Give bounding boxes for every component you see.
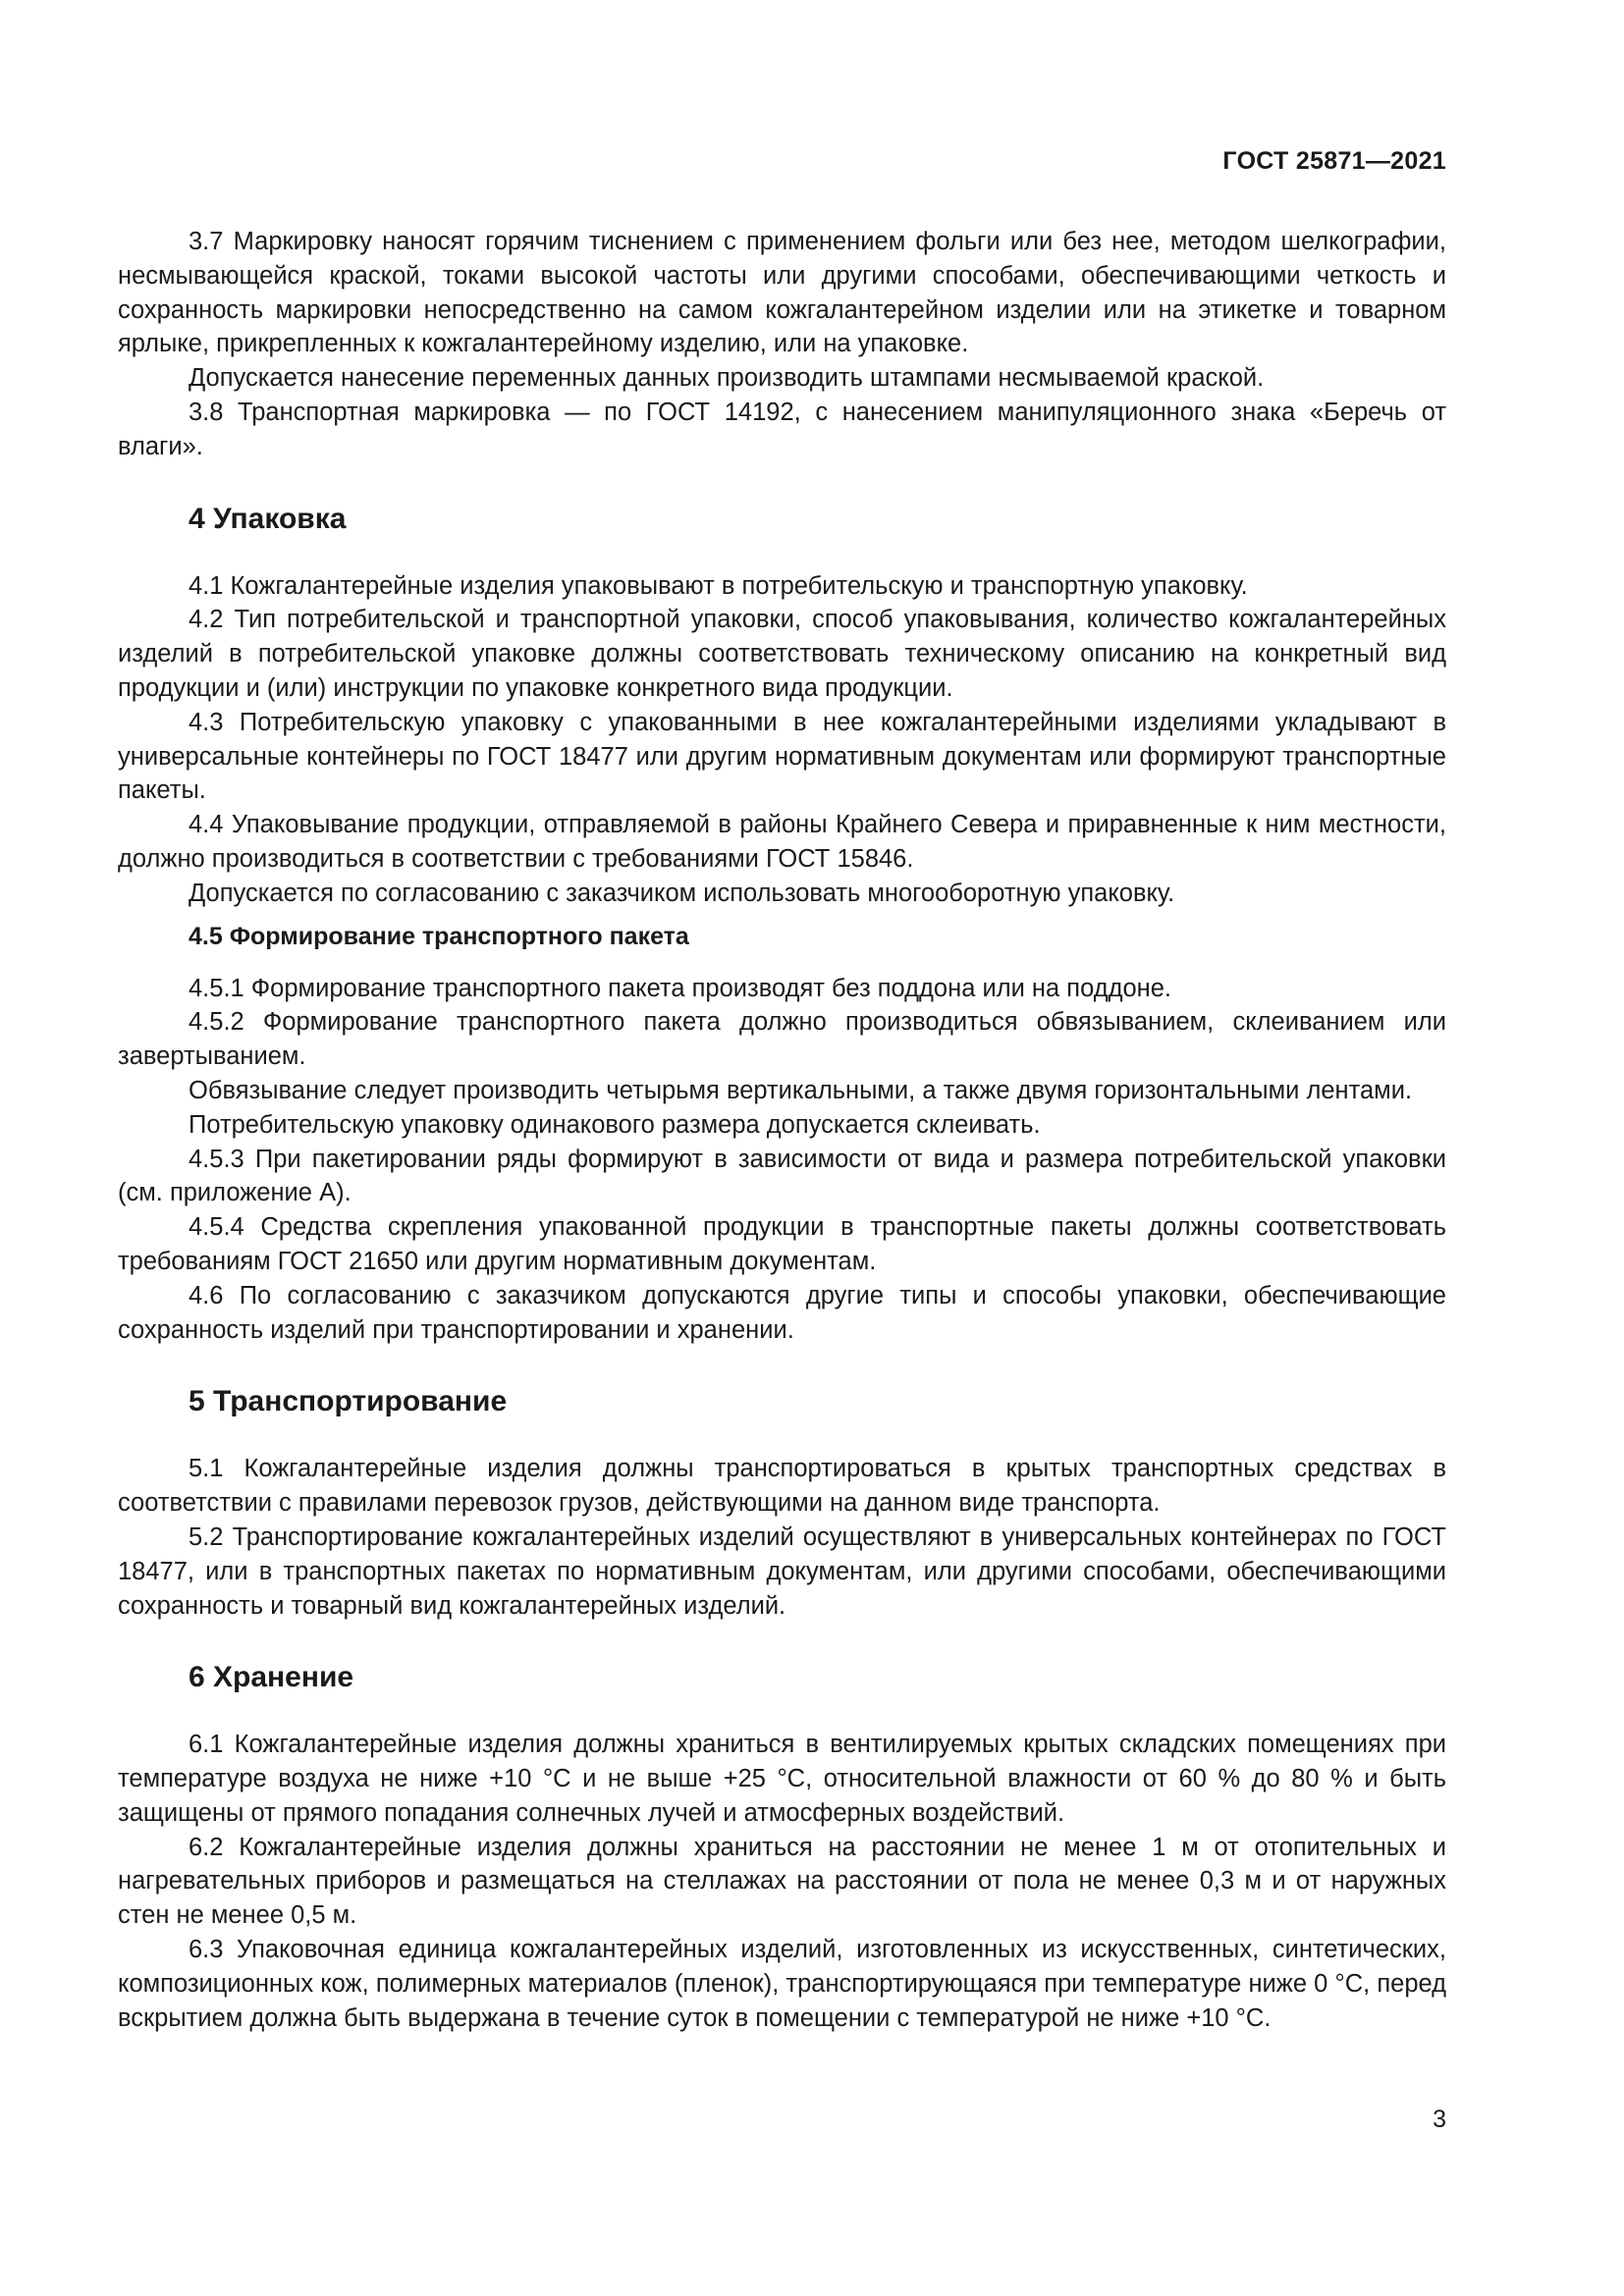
clause-4-5-4: 4.5.4 Средства скрепления упакованной продукции в транспортные пакеты должны соответствовать требованиям ГОСТ 21650 или другим нормативным документам.: [118, 1213, 1446, 1275]
document-body: [118, 225, 1446, 2035]
clause-6-1: 6.1 Кожгалантерейные изделия должны храниться в вентилируемых крытых складских помещениях при температуре воздуха не ниже +10 °С и не выше +25 °С, относительной влажности от 60 % до 80 % и быть защищены от прямого попадания солнечных лучей и атмосферных воздействий.: [118, 1731, 1446, 1827]
clause-4-5-3: 4.5.3 При пакетировании ряды формируют в зависимости от вида и размера потребительской упаковки (см. приложение А).: [118, 1145, 1446, 1207]
section-heading-5: 5 Транспортирование: [189, 1385, 508, 1418]
subsection-heading-4-5: 4.5 Формирование транспортного пакета: [189, 922, 689, 950]
clause-3-7-note: Допускается нанесение переменных данных производить штампами несмываемой краской.: [189, 364, 1265, 393]
clause-3-8: 3.8 Транспортная маркировка — по ГОСТ 14192, с нанесением манипуляционного знака «Беречь от влаги».: [118, 398, 1446, 460]
clause-4-1: 4.1 Кожгалантерейные изделия упаковывают в потребительскую и транспортную упаковку.: [189, 571, 1248, 600]
clause-4-2: 4.2 Тип потребительской и транспортной упаковки, способ упаковывания, количество кожгалантерейных изделий в потребительской упаковке должны соответствовать техническому описанию на конкретный вид продукции и (или) инструкции по упаковке конкретного вида продукции.: [118, 606, 1446, 702]
clause-4-5-1: 4.5.1 Формирование транспортного пакета производят без поддона или на поддоне.: [189, 974, 1171, 1002]
clause-6-3: 6.3 Упаковочная единица кожгалантерейных изделий, изготовленных из искусственных, синтетических, композиционных кож, полимерных материалов (пленок), транспортирующаяся при температуре ниже 0 °С, перед вскрытием должна быть выдержана в течение суток в помещении с температурой не ниже +10 °С.: [118, 1936, 1446, 2032]
document-designation: ГОСТ 25871—2021: [1222, 147, 1446, 175]
clause-5-1: 5.1 Кожгалантерейные изделия должны транспортироваться в крытых транспортных средствах в соответствии с правилами перевозок грузов, действующими на данном виде транспорта.: [118, 1455, 1446, 1518]
clause-4-4-note: Допускается по согласованию с заказчиком использовать многооборотную упаковку.: [189, 879, 1175, 907]
clause-4-5-2-note-b: Потребительскую упаковку одинакового размера допускается склеивать.: [189, 1110, 1041, 1139]
section-heading-6: 6 Хранение: [189, 1661, 354, 1694]
clause-4-6: 4.6 По согласованию с заказчиком допускаются другие типы и способы упаковки, обеспечивающие сохранность изделий при транспортировании и хранении.: [118, 1281, 1446, 1344]
clause-4-3: 4.3 Потребительскую упаковку с упакованными в нее кожгалантерейными изделиями укладывают в универсальные контейнеры по ГОСТ 18477 или другим нормативным документам или формируют транспортные пакеты.: [118, 708, 1446, 805]
clause-5-2: 5.2 Транспортирование кожгалантерейных изделий осуществляют в универсальных контейнерах по ГОСТ 18477, или в транспортных пакетах по нормативным документам, или другими способами, обеспечивающими сохранность и товарный вид кожгалантерейных изделий.: [118, 1522, 1446, 1620]
clause-4-5-2-note-a: Обвязывание следует производить четырьмя вертикальными, а также двумя горизонтальными лентами.: [189, 1076, 1413, 1104]
clause-4-5-2: 4.5.2 Формирование транспортного пакета должно производиться обвязыванием, склеиванием или завертыванием.: [118, 1008, 1446, 1071]
clause-6-2: 6.2 Кожгалантерейные изделия должны храниться на расстоянии не менее 1 м от отопительных и нагревательных приборов и размещаться на стеллажах на расстоянии от пола не менее 0,3 м и от наружных стен не менее 0,5 м.: [118, 1833, 1446, 1930]
section-heading-4: 4 Упаковка: [189, 502, 347, 535]
clause-4-4: 4.4 Упаковывание продукции, отправляемой в районы Крайнего Севера и приравненные к ним местности, должно производиться в соответствии с требованиями ГОСТ 15846.: [118, 811, 1446, 873]
page-number: 3: [1433, 2106, 1446, 2133]
clause-3-7: 3.7 Маркировку наносят горячим тиснением с применением фольги или без нее, методом шелкографии, несмывающейся краской, токами высокой частоты или другими способами, обеспечивающими четкость и сохранность маркировки непосредственно на самом кожгалантерейном изделии или на этикетке и товарном ярлыке, прикрепленных к кожгалантерейному изделию, или на упаковке.: [118, 228, 1446, 358]
